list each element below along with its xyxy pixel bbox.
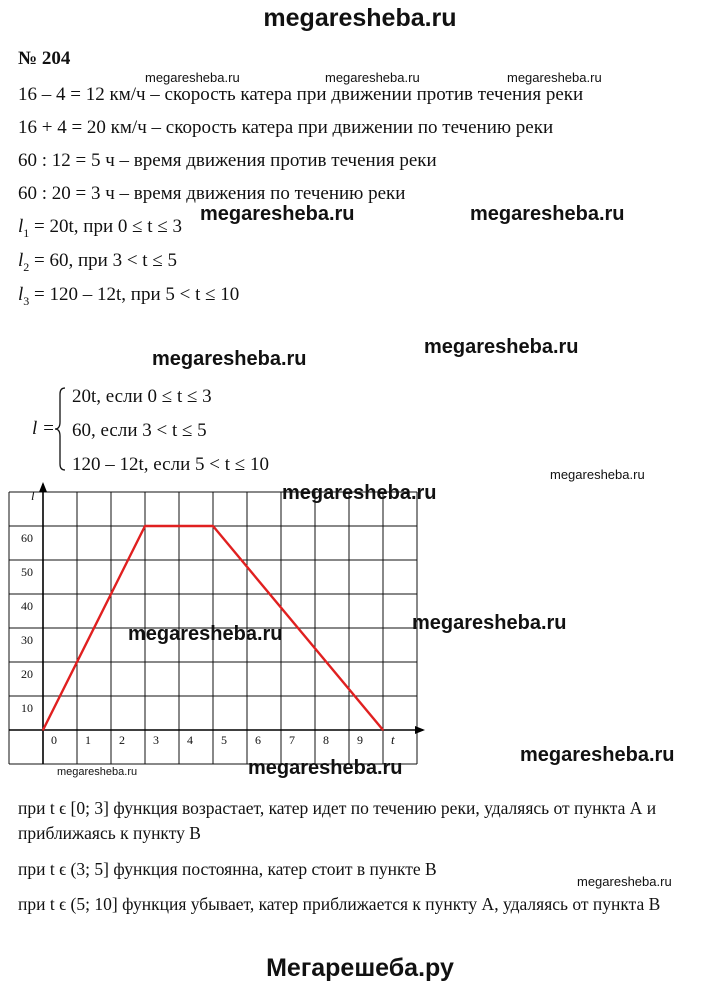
watermark: megaresheba.ru — [128, 623, 283, 645]
data-point — [42, 729, 44, 731]
watermark: megaresheba.ru — [248, 757, 403, 779]
x-tick-label: 1 — [85, 733, 91, 747]
watermark: megaresheba.ru — [550, 467, 645, 482]
calc-line: 16 – 4 = 12 км/ч – скорость катера при движении против течения реки — [18, 84, 584, 105]
watermark: megaresheba.ru — [424, 336, 579, 358]
conclusion: при t ϵ (3; 5] функция постоянна, катер стоит в пункте В — [18, 859, 437, 879]
formula-var: l — [18, 250, 24, 271]
x-tick-label: 6 — [255, 733, 261, 747]
x-axis-arrow — [415, 726, 425, 734]
watermark: megaresheba.ru — [57, 766, 138, 778]
y-tick-label: 10 — [21, 701, 33, 715]
formula-l1 — [18, 216, 182, 241]
watermark: megaresheba.ru — [520, 744, 675, 766]
system-lhs: l = — [32, 418, 55, 439]
x-tick-label: 4 — [187, 733, 193, 747]
system-brace — [52, 386, 68, 472]
calc-line: 16 + 4 = 20 км/ч – скорость катера при движении по течению реки — [18, 117, 554, 138]
watermark: megaresheba.ru — [282, 482, 437, 504]
y-axis-label: l — [31, 488, 35, 503]
formula-var: l — [18, 216, 24, 237]
x-axis-label: t — [391, 732, 395, 747]
system-case: 60, если 3 < t ≤ 5 — [72, 420, 207, 441]
watermark: megaresheba.ru — [577, 874, 672, 889]
watermark: megaresheba.ru — [412, 612, 567, 634]
system-case: 120 – 12t, если 5 < t ≤ 10 — [72, 454, 269, 475]
y-axis-arrow — [39, 482, 47, 492]
y-tick-label: 30 — [21, 633, 33, 647]
watermark: megaresheba.ru — [145, 70, 240, 85]
formula-text: = 120 – 12t, при 5 < t ≤ 10 — [29, 284, 240, 305]
formula-text: = 20t, при 0 ≤ t ≤ 3 — [29, 216, 182, 237]
x-tick-label: 8 — [323, 733, 329, 747]
watermark: megaresheba.ru — [152, 348, 307, 370]
system-case: 20t, если 0 ≤ t ≤ 3 — [72, 386, 212, 407]
formula-sub: 3 — [23, 293, 30, 308]
x-tick-label: 3 — [153, 733, 159, 747]
watermark: megaresheba.ru — [507, 70, 602, 85]
formula-sub: 1 — [23, 225, 30, 240]
data-point — [212, 525, 214, 527]
x-tick-label: 0 — [51, 733, 57, 747]
watermark: megaresheba.ru — [325, 70, 420, 85]
data-point — [382, 729, 384, 731]
y-tick-label: 40 — [21, 599, 33, 613]
formula-l3 — [18, 284, 239, 309]
calc-line: 60 : 12 = 5 ч – время движения против течения реки — [18, 150, 437, 171]
y-tick-label: 20 — [21, 667, 33, 681]
y-tick-label: 50 — [21, 565, 33, 579]
site-title: megaresheba.ru — [263, 4, 457, 32]
conclusion: при t ϵ (5; 10] функция убывает, катер приближается к пункту А, удаляясь от пункта В — [18, 894, 661, 914]
watermark: megaresheba.ru — [470, 203, 625, 225]
footer-brand: Мегарешеба.ру — [266, 954, 454, 982]
conclusion: при t ϵ [0; 3] функция возрастает, катер идет по течению реки, удаляясь от пункта А и приближаясь к пункту В — [18, 798, 657, 843]
watermark: megaresheba.ru — [200, 203, 355, 225]
x-tick-label: 7 — [289, 733, 295, 747]
formula-l2 — [18, 250, 177, 275]
formula-sub: 2 — [23, 259, 30, 274]
task-number: № 204 — [18, 48, 71, 69]
formula-var: l — [18, 284, 24, 305]
formula-text: = 60, при 3 < t ≤ 5 — [29, 250, 178, 271]
calc-line: 60 : 20 = 3 ч – время движения по течению реки — [18, 183, 406, 204]
x-tick-label: 9 — [357, 733, 363, 747]
data-point — [144, 525, 146, 527]
y-tick-label: 60 — [21, 531, 33, 545]
x-tick-label: 2 — [119, 733, 125, 747]
x-tick-label: 5 — [221, 733, 227, 747]
